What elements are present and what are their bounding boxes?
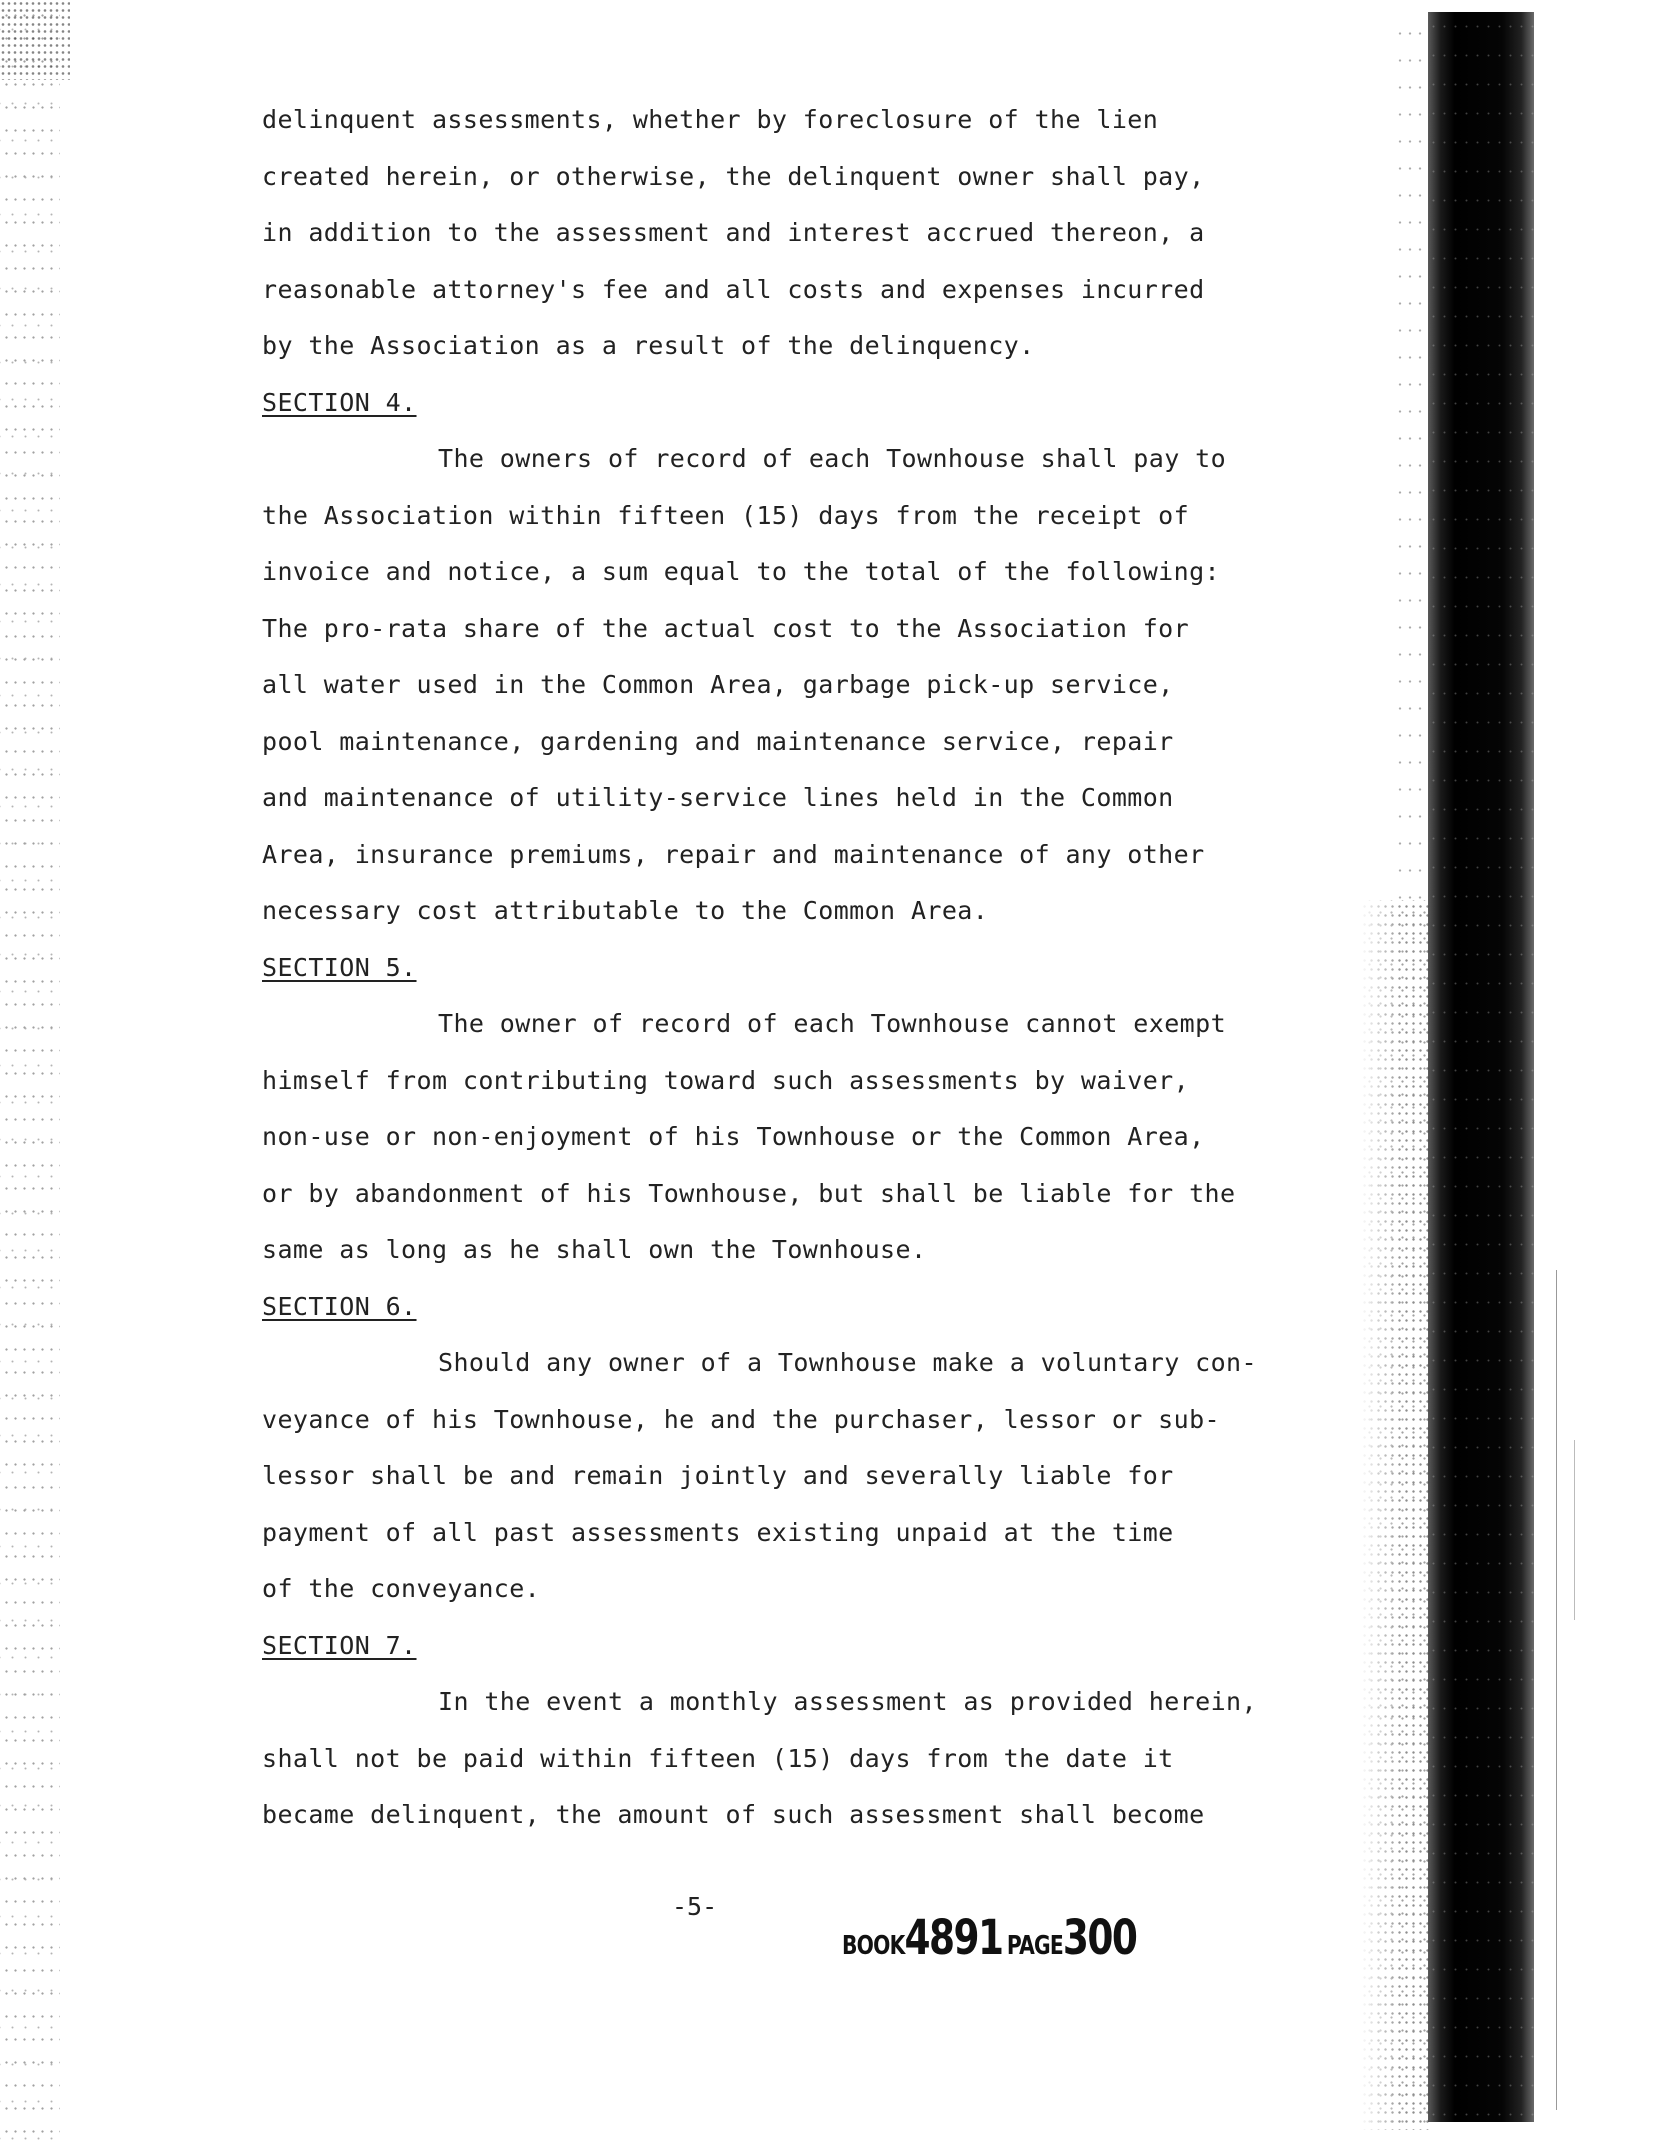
text-line [262,205,1342,262]
text-line [262,1335,1342,1392]
text-line [262,431,1342,488]
text-line [262,714,1342,771]
text-line-content: same as long as he shall own the Townhouse. [262,1235,927,1264]
text-line-content: delinquent assessments, whether by foreclosure of the lien [262,105,1159,134]
section-heading [262,1618,1342,1675]
text-line [262,827,1342,884]
text-line [262,1561,1342,1618]
text-line [262,544,1342,601]
binding-strip [1428,12,1534,2122]
text-line-content: veyance of his Townhouse, he and the purchaser, lessor or sub- [262,1404,1220,1434]
text-line-content: and maintenance of utility-service lines held in the Common [262,783,1174,812]
text-line-content: shall not be paid within fifteen (15) days from the date it [262,1743,1174,1773]
text-line-content: In the event a monthly assessment as provided herein, [438,1687,1257,1716]
text-line-content: became delinquent, the amount of such assessment shall become [262,1800,1205,1829]
text-line [262,1787,1342,1844]
text-line [262,996,1342,1053]
section-heading-text: SECTION 5. [262,952,417,982]
scan-line-secondary [1574,1440,1575,1620]
text-line [262,1166,1342,1223]
text-line [262,318,1342,375]
text-line [262,1731,1342,1788]
text-line-content: created herein, or otherwise, the delinquent owner shall pay, [262,161,1205,191]
text-line-content: lessor shall be and remain jointly and severally liable for [262,1461,1174,1490]
text-line [262,488,1342,545]
scan-edge-noise [0,0,60,2144]
section-heading [262,940,1342,997]
scan-edge-noise-top [0,0,70,80]
scan-speckle-top [1395,20,1430,900]
text-line-content: invoice and notice, a sum equal to the total of the following: [262,557,1220,586]
text-line-content: the Association within fifteen (15) days from the receipt of [262,500,1190,530]
text-line [262,1222,1342,1279]
section-heading-text: SECTION 6. [262,1291,417,1321]
text-line-content: pool maintenance, gardening and maintenance service, repair [262,726,1174,756]
section-heading [262,1279,1342,1336]
text-line-content: by the Association as a result of the delinquency. [262,331,1035,360]
text-line [262,149,1342,206]
book-number: 4891 [904,1910,1003,1966]
text-line [262,1392,1342,1449]
text-line [262,1674,1342,1731]
text-line-content: all water used in the Common Area, garbage pick-up service, [262,670,1174,699]
text-line [262,1448,1342,1505]
text-line-content: in addition to the assessment and interest accrued thereon, a [262,218,1205,247]
text-line [262,601,1342,658]
text-line-content: necessary cost attributable to the Common Area. [262,896,989,925]
text-line [262,1109,1342,1166]
book-page-stamp [842,1910,1136,1966]
text-line-content: himself from contributing toward such assessments by waiver, [262,1065,1190,1095]
text-line-content: Should any owner of a Townhouse make a voluntary con- [438,1348,1257,1377]
page-ref: 300 [1062,1910,1137,1966]
text-line-content: The owners of record of each Townhouse shall pay to [438,444,1227,473]
text-line [262,262,1342,319]
text-line-content: Area, insurance premiums, repair and maintenance of any other [262,839,1205,869]
text-line [262,770,1342,827]
text-line [262,657,1342,714]
book-label: BOOK [842,1931,905,1961]
text-line-content: The owner of record of each Townhouse cannot exempt [438,1009,1227,1038]
text-line-content: or by abandonment of his Townhouse, but shall be liable for the [262,1178,1236,1208]
text-line [262,1505,1342,1562]
section-heading-text: SECTION 4. [262,387,417,417]
text-line-content: non-use or non-enjoyment of his Townhouse or the Common Area, [262,1122,1205,1151]
page-label: PAGE [1006,1931,1063,1961]
text-line-content: The pro-rata share of the actual cost to the Association for [262,613,1190,643]
document-body [262,92,1342,1844]
page-number: -5- [672,1892,718,1921]
text-line-content: of the conveyance. [262,1574,541,1603]
text-line-content: payment of all past assessments existing unpaid at the time [262,1517,1174,1547]
text-line-content: reasonable attorney's fee and all costs and expenses incurred [262,274,1205,304]
section-heading [262,375,1342,432]
text-line [262,1053,1342,1110]
text-line [262,883,1342,940]
scan-speckle [1360,900,1430,2130]
text-line [262,92,1342,149]
scan-line [1556,1270,1557,2110]
section-heading-text: SECTION 7. [262,1630,417,1660]
